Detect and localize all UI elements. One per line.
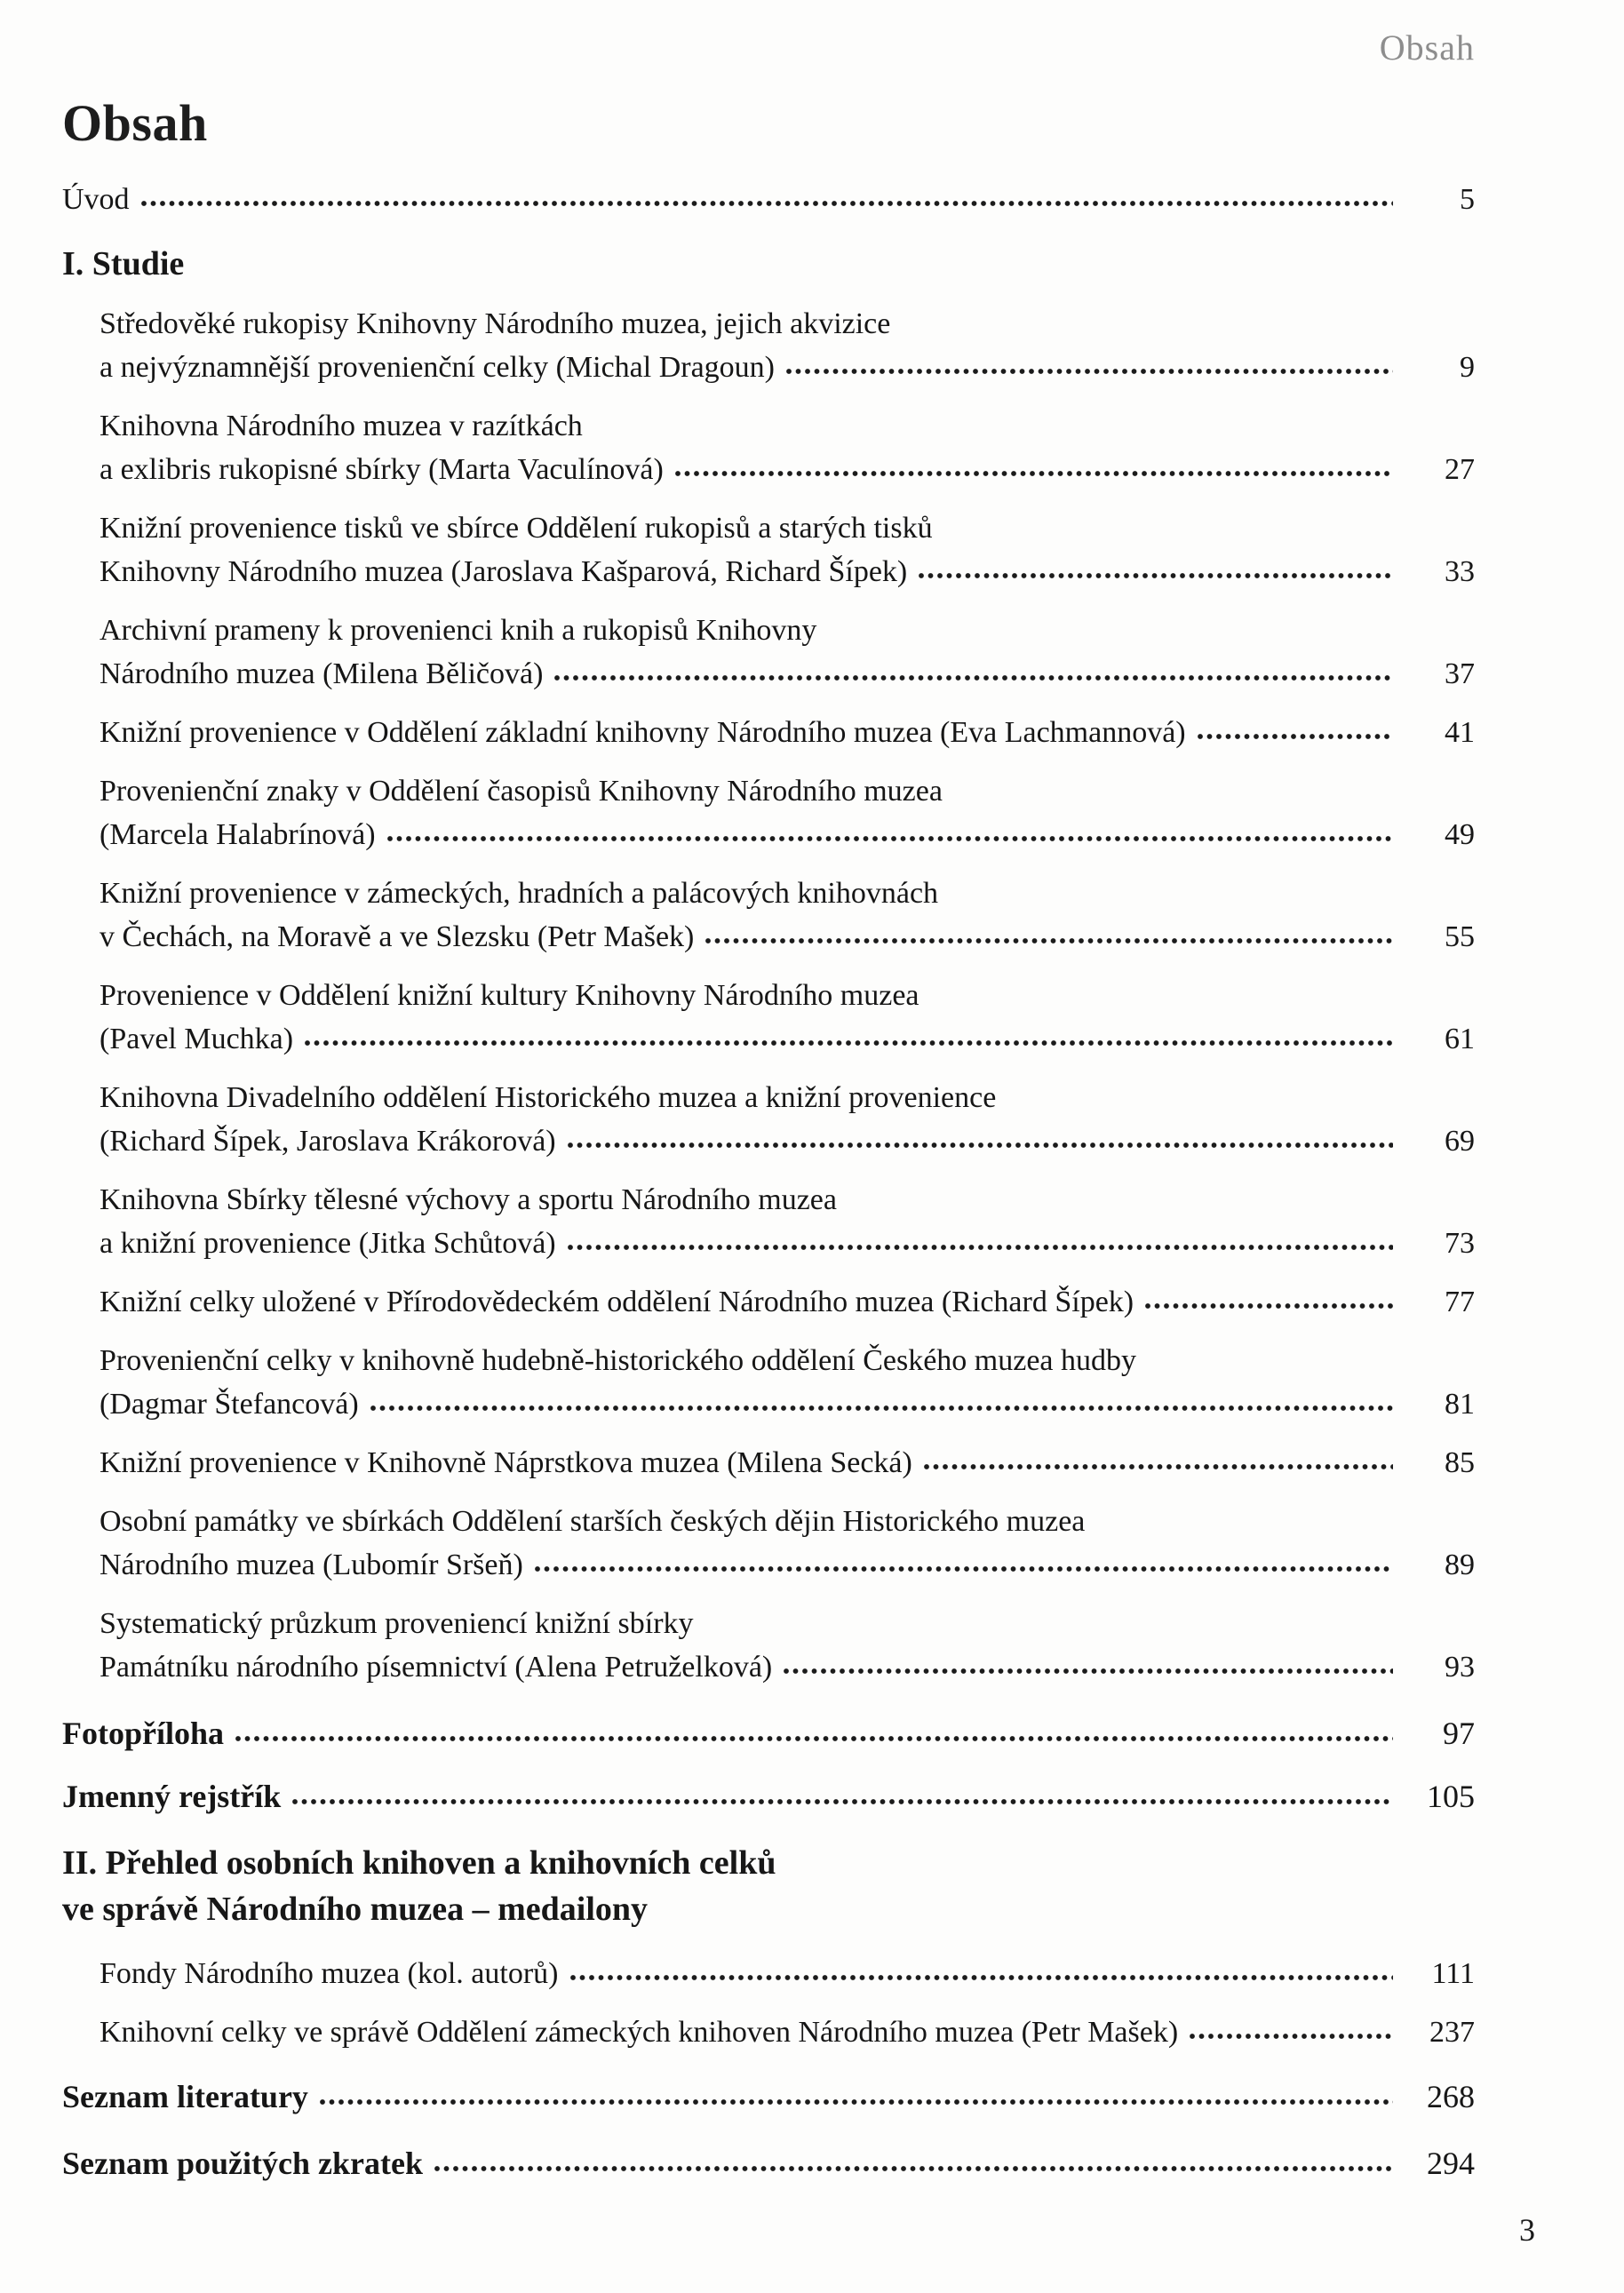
dot-leader	[567, 1142, 1393, 1149]
toc-entry-line	[100, 2010, 1475, 2054]
toc-page-number: 89	[1445, 1549, 1475, 1581]
toc-entry	[100, 1280, 1475, 1324]
toc-entry	[100, 1441, 1475, 1485]
table-of-contents	[62, 178, 1475, 2186]
toc-section-heading	[62, 1840, 1475, 1932]
toc-page-number: 93	[1445, 1651, 1475, 1684]
dot-leader	[235, 1735, 1393, 1742]
toc-page-number: 85	[1445, 1446, 1475, 1479]
toc-entry	[100, 1178, 1475, 1265]
toc-page-number: 55	[1445, 920, 1475, 953]
toc-section-heading	[62, 241, 1475, 287]
toc-entry-line	[100, 346, 1475, 389]
dot-leader	[918, 572, 1393, 579]
toc-entry-line	[100, 1645, 1475, 1689]
toc-entry	[100, 506, 1475, 593]
toc-entry-line: Systematický průzkum proveniencí knižní sbírky	[100, 1607, 694, 1640]
running-header: Obsah	[1379, 28, 1475, 68]
toc-entry-line	[100, 915, 1475, 959]
toc-entry	[100, 1339, 1475, 1426]
toc-entry-line: Středověké rukopisy Knihovny Národního muzea, jejich akvizice	[100, 307, 891, 340]
dot-leader	[553, 674, 1393, 681]
toc-entry-text: a nejvýznamnější provenienční celky (Michal Dragoun)	[100, 351, 776, 384]
toc-entry-line	[100, 1119, 1475, 1163]
dot-leader	[370, 1405, 1393, 1412]
dot-leader	[567, 1244, 1393, 1251]
dot-leader	[1189, 2033, 1393, 2040]
toc-entry	[100, 872, 1475, 959]
toc-entry-text: Úvod	[62, 183, 130, 216]
toc-entry-line: Knižní provenience v zámeckých, hradních a palácových knihovnách	[100, 877, 939, 910]
toc-entry	[62, 178, 1475, 221]
toc-entry-text: Národního muzea (Lubomír Sršeň)	[100, 1549, 523, 1581]
toc-entry	[100, 711, 1475, 754]
dot-leader	[534, 1565, 1393, 1572]
dot-leader	[304, 1039, 1393, 1047]
toc-entry-line	[100, 1543, 1475, 1587]
toc-entry	[100, 1076, 1475, 1163]
toc-page-number: 105	[1427, 1779, 1475, 1814]
dot-leader	[569, 1974, 1394, 1981]
toc-entry	[100, 2010, 1475, 2054]
dot-leader	[319, 2098, 1393, 2106]
dot-leader	[1197, 733, 1393, 740]
toc-page-number: 41	[1445, 716, 1475, 749]
toc-page-number: 81	[1445, 1388, 1475, 1421]
toc-entry	[100, 302, 1475, 389]
toc-entry-line	[100, 550, 1475, 593]
toc-entry-line	[100, 813, 1475, 856]
toc-entry	[100, 1602, 1475, 1689]
toc-entry-text: Jmenný rejstřík	[62, 1779, 282, 1814]
toc-entry-text: v Čechách, na Moravě a ve Slezsku (Petr Mašek)	[100, 920, 695, 953]
toc-entry-text: (Pavel Muchka)	[100, 1023, 294, 1055]
toc-entry-line	[100, 711, 1475, 754]
toc-entry-text: a exlibris rukopisné sbírky (Marta Vaculínová)	[100, 453, 664, 486]
toc-entry	[62, 2142, 1475, 2186]
page-title: Obsah	[62, 94, 208, 152]
toc-page-number: 61	[1445, 1023, 1475, 1055]
toc-entry-text: Národního muzea (Milena Běličová)	[100, 657, 544, 690]
toc-page-number: 97	[1443, 1716, 1475, 1751]
toc-entry-line	[100, 1441, 1475, 1485]
toc-entry-line	[62, 1775, 1475, 1819]
toc-entry-line: Provenience v Oddělení knižní kultury Knihovny Národního muzea	[100, 979, 919, 1012]
toc-entry-line	[100, 1382, 1475, 1426]
toc-entry-text: Fotopříloha	[62, 1716, 225, 1751]
toc-entry-text: Knihovní celky ve správě Oddělení zámeckých knihoven Národního muzea (Petr Mašek)	[100, 2016, 1179, 2049]
dot-leader	[434, 2165, 1393, 2172]
dot-leader	[674, 470, 1393, 477]
dot-leader	[783, 1668, 1393, 1675]
toc-entry-line	[100, 652, 1475, 696]
toc-entry	[62, 1712, 1475, 1756]
toc-entry-line: Knihovna Divadelního oddělení Historického muzea a knižní provenience	[100, 1081, 997, 1114]
toc-entry	[100, 1500, 1475, 1587]
toc-entry-line	[62, 1712, 1475, 1756]
toc-section-heading-line: I. Studie	[62, 245, 185, 283]
toc-entry	[100, 609, 1475, 696]
toc-entry-line	[100, 1017, 1475, 1061]
toc-entry-text: Knižní provenience v Oddělení základní knihovny Národního muzea (Eva Lachmannová)	[100, 716, 1186, 749]
toc-entry-line	[62, 2142, 1475, 2186]
toc-section-heading-line: ve správě Národního muzea – medailony	[62, 1891, 649, 1928]
toc-page-number: 49	[1445, 818, 1475, 851]
dot-leader	[923, 1463, 1393, 1470]
toc-page-number: 5	[1460, 183, 1475, 216]
toc-entry	[62, 1775, 1475, 1819]
toc-entry-text: a knižní provenience (Jitka Schůtová)	[100, 1227, 556, 1260]
dot-leader	[785, 368, 1393, 375]
toc-entry-line	[100, 1222, 1475, 1265]
dot-leader	[1144, 1302, 1393, 1310]
toc-entry-line	[62, 178, 1475, 221]
toc-entry-line	[100, 448, 1475, 491]
toc-entry-text: Knižní celky uložené v Přírodovědeckém oddělení Národního muzea (Richard Šípek)	[100, 1286, 1134, 1318]
toc-entry-line: Knižní provenience tisků ve sbírce Oddělení rukopisů a starých tisků	[100, 512, 933, 545]
toc-entry-text: Knihovny Národního muzea (Jaroslava Kašparová, Richard Šípek)	[100, 555, 908, 588]
toc-entry-text: (Richard Šípek, Jaroslava Krákorová)	[100, 1125, 556, 1158]
toc-entry	[100, 404, 1475, 491]
folio-page-number: 3	[1519, 2212, 1535, 2248]
toc-section-heading-line: II. Přehled osobních knihoven a knihovních celků	[62, 1844, 776, 1882]
toc-entry-line: Archivní prameny k provenienci knih a rukopisů Knihovny	[100, 614, 817, 647]
toc-entry-line: Knihovna Sbírky tělesné výchovy a sportu Národního muzea	[100, 1183, 837, 1216]
toc-page-number: 111	[1431, 1957, 1475, 1990]
toc-page-number: 9	[1460, 351, 1475, 384]
toc-entry	[100, 974, 1475, 1061]
dot-leader	[386, 835, 1393, 842]
toc-entry-line: Provenienční celky v knihovně hudebně-historického oddělení Českého muzea hudby	[100, 1344, 1137, 1377]
toc-page-number: 294	[1427, 2146, 1475, 2181]
toc-entry-line: Osobní památky ve sbírkách Oddělení starších českých dějin Historického muzea	[100, 1505, 1086, 1538]
dot-leader	[291, 1798, 1393, 1805]
toc-entry-text: Seznam použitých zkratek	[62, 2146, 423, 2181]
toc-page-number: 69	[1445, 1125, 1475, 1158]
toc-page-number: 237	[1429, 2016, 1475, 2049]
toc-page-number: 33	[1445, 555, 1475, 588]
toc-page-number: 77	[1445, 1286, 1475, 1318]
toc-entry-text: (Dagmar Štefancová)	[100, 1388, 359, 1421]
dot-leader	[140, 200, 1393, 207]
toc-page-number: 73	[1445, 1227, 1475, 1260]
toc-entry-text: Památníku národního písemnictví (Alena Petruželková)	[100, 1651, 773, 1684]
toc-entry-line: Provenienční znaky v Oddělení časopisů Knihovny Národního muzea	[100, 775, 943, 808]
toc-page-number: 27	[1445, 453, 1475, 486]
toc-entry	[62, 2075, 1475, 2119]
toc-entry	[100, 769, 1475, 856]
toc-entry-line: Knihovna Národního muzea v razítkách	[100, 410, 583, 442]
toc-entry-line	[100, 1280, 1475, 1324]
toc-entry	[100, 1952, 1475, 1995]
toc-entry-text: Fondy Národního muzea (kol. autorů)	[100, 1957, 559, 1990]
toc-entry-line	[100, 1952, 1475, 1995]
toc-entry-text: Seznam literatury	[62, 2079, 308, 2114]
dot-leader	[705, 937, 1393, 944]
toc-page-number: 37	[1445, 657, 1475, 690]
toc-page-number: 268	[1427, 2079, 1475, 2114]
toc-entry-line	[62, 2075, 1475, 2119]
toc-entry-text: Knižní provenience v Knihovně Náprstkova muzea (Milena Secká)	[100, 1446, 912, 1479]
toc-entry-text: (Marcela Halabrínová)	[100, 818, 376, 851]
